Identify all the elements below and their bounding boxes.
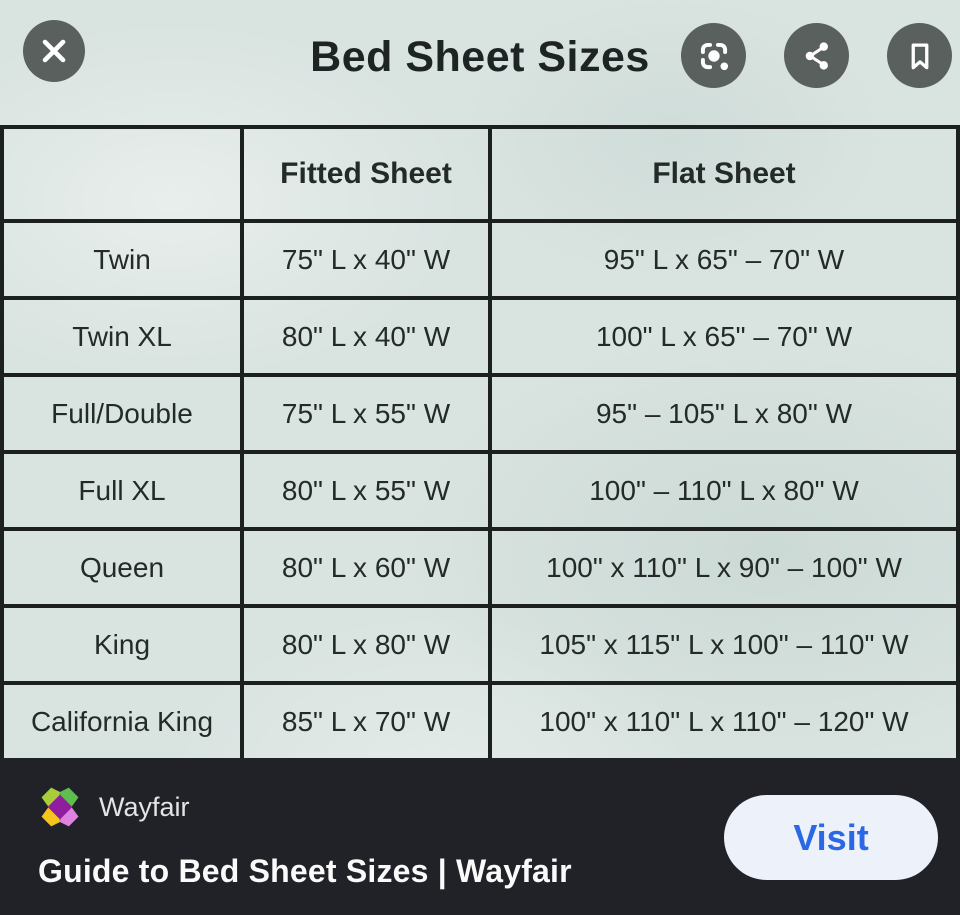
- bookmark-icon: [902, 38, 938, 74]
- google-lens-icon: [695, 37, 733, 75]
- size-label: Twin: [93, 243, 151, 275]
- flat-sheet-value: 100" x 110" L x 90" – 100" W: [488, 531, 956, 604]
- header-cell-blank: [4, 129, 240, 219]
- visit-button[interactable]: Visit: [724, 795, 938, 880]
- top-action-buttons: [681, 23, 952, 88]
- table-row: [4, 219, 956, 296]
- table-row: [4, 604, 956, 681]
- page-title: Bed Sheet Sizes: [310, 33, 650, 81]
- bookmark-button[interactable]: [887, 23, 952, 88]
- size-label: Full XL: [78, 474, 166, 506]
- fitted-sheet-value: 85" L x 70" W: [240, 685, 488, 758]
- top-bar: [0, 0, 960, 125]
- size-label: King: [93, 628, 151, 660]
- size-label: California King: [30, 705, 214, 737]
- table-row: [4, 450, 956, 527]
- header-cell-flat-sheet: Flat Sheet: [488, 129, 956, 219]
- share-icon: [799, 38, 835, 74]
- size-label: Queen: [79, 551, 165, 583]
- fitted-sheet-value: 80" L x 80" W: [240, 608, 488, 681]
- table-row: [4, 296, 956, 373]
- result-footer: [0, 758, 960, 915]
- flat-sheet-value: 95" – 105" L x 80" W: [488, 377, 956, 450]
- flat-sheet-value: 100" x 110" L x 110" – 120" W: [488, 685, 956, 758]
- table-row: [4, 527, 956, 604]
- wayfair-logo-icon: [38, 785, 82, 829]
- fitted-sheet-value: 80" L x 55" W: [240, 454, 488, 527]
- lens-search-button[interactable]: [681, 23, 746, 88]
- header-cell-fitted-sheet: Fitted Sheet: [240, 129, 488, 219]
- flat-sheet-value: 100" L x 65" – 70" W: [488, 300, 956, 373]
- result-title: Guide to Bed Sheet Sizes | Wayfair: [38, 853, 572, 889]
- bed-sheet-size-table: [0, 125, 960, 762]
- size-label: Twin XL: [72, 320, 172, 352]
- flat-sheet-value: 95" L x 65" – 70" W: [488, 223, 956, 296]
- flat-sheet-value: 105" x 115" L x 100" – 110" W: [488, 608, 956, 681]
- table-row: [4, 681, 956, 758]
- fitted-sheet-value: 75" L x 55" W: [240, 377, 488, 450]
- table-header-row: [4, 125, 956, 219]
- fitted-sheet-value: 75" L x 40" W: [240, 223, 488, 296]
- size-label: Full/Double: [51, 397, 193, 429]
- table-row: [4, 373, 956, 450]
- flat-sheet-value: 100" – 110" L x 80" W: [488, 454, 956, 527]
- fitted-sheet-value: 80" L x 40" W: [240, 300, 488, 373]
- source-name: Wayfair: [99, 791, 190, 822]
- share-button[interactable]: [784, 23, 849, 88]
- fitted-sheet-value: 80" L x 60" W: [240, 531, 488, 604]
